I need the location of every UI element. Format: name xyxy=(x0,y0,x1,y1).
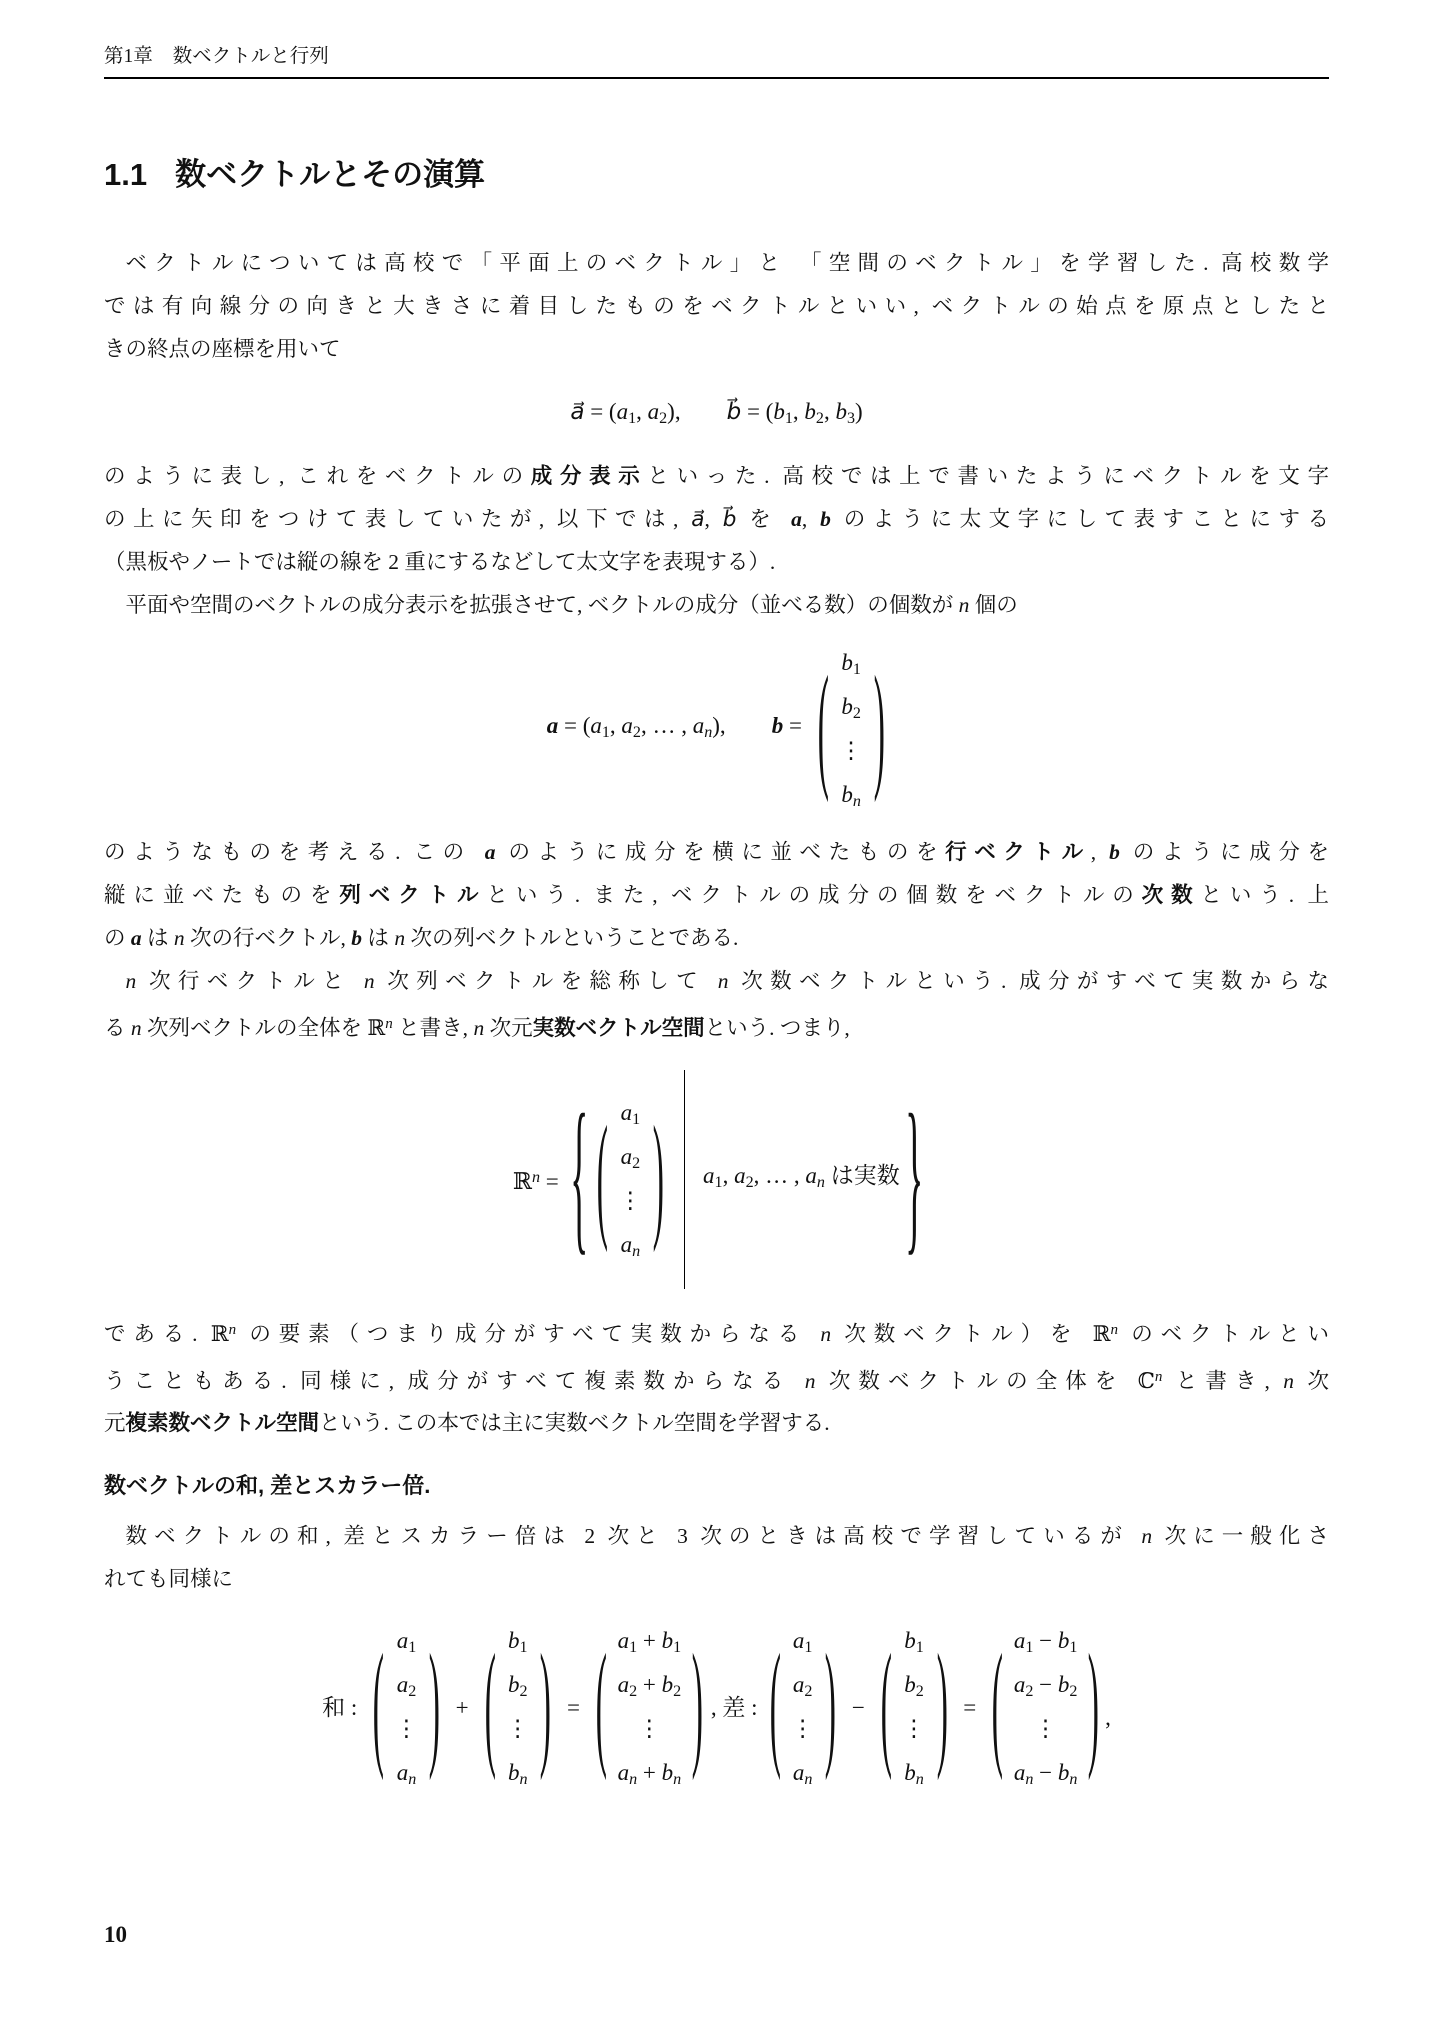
vector-entry: $b_1$ xyxy=(508,1628,528,1657)
text-line: 平面や空間のベクトルの成分表示を拡張させて, ベクトルの成分（並べる数）の個数が n 個の xyxy=(125,593,1018,617)
text-line: きの終点の座標を用いて xyxy=(104,337,341,361)
paragraph xyxy=(104,455,1329,584)
paragraph xyxy=(104,1309,1329,1446)
vector-entry: $a_n$ xyxy=(792,1760,813,1789)
vector-entry: $a_2$ xyxy=(620,1144,641,1173)
text-line: 縦に並べたものを列ベクトルという. また, ベクトルの成分の個数をベクトルの次数という. 上 xyxy=(104,883,1329,907)
text-line: の上に矢印をつけて表していたが, 以下では, a⃗, b⃗ を a, b のように太文字にして表すことにする xyxy=(104,507,1330,531)
math-expression: $a = (a_1$, $a_2$, … , $a_n$), b = xyxy=(546,712,802,741)
vector-entry: $b_2$ xyxy=(841,694,861,723)
text-line: n 次行ベクトルと n 次列ベクトルを総称して n 次数ベクトルという. 成分がすべて実数からな xyxy=(125,969,1329,993)
left-paren-delimiter: ( xyxy=(769,1626,781,1783)
section-title: 数ベクトルとその演算 xyxy=(175,157,486,192)
vector-entry: $b_2$ xyxy=(508,1672,528,1701)
trailing-comma: , xyxy=(1105,1704,1111,1730)
display-equation-real-vector-space xyxy=(104,1062,1329,1297)
subsection-heading: 数ベクトルの和, 差とスカラー倍. xyxy=(104,1473,431,1499)
sum-label: 和 : xyxy=(322,1694,358,1720)
difference-label: , 差 : xyxy=(710,1694,758,1720)
vector-entry: $a_1$ xyxy=(620,1100,641,1129)
vector-entry: ⋮ xyxy=(637,1716,661,1742)
paragraph xyxy=(104,831,1329,960)
section-heading xyxy=(104,149,1329,194)
text-line: のようなものを考える. この a のように成分を横に並べたものを行ベクトル, b のように成分を xyxy=(104,840,1329,864)
vector-entry: $a_1$ xyxy=(396,1628,417,1657)
vector-entries xyxy=(831,641,872,817)
vector-entry: ⋮ xyxy=(618,1188,642,1214)
vector-entry: ⋮ xyxy=(839,738,863,763)
left-brace-delimiter: { xyxy=(569,1080,589,1272)
vector-entry: $a_2 + b_2$ xyxy=(617,1672,682,1701)
vector-entry: $b_1$ xyxy=(904,1628,924,1657)
left-paren-delimiter: ( xyxy=(372,1626,385,1783)
vector-entry: $a_2$ xyxy=(792,1672,813,1701)
vector-entries xyxy=(782,1619,823,1795)
vector-entries xyxy=(1005,1619,1087,1795)
right-paren-delimiter: ) xyxy=(652,1098,664,1255)
vector-entry: $b_1$ xyxy=(841,650,861,679)
text-line: うこともある. 同様に, 成分がすべて複素数からなる n 次数ベクトルの全体を ℂ$^n$ と書き, n 次 xyxy=(104,1368,1329,1393)
chapter-title: 数ベクトルと行列 xyxy=(172,46,329,67)
display-equation-component-form xyxy=(104,391,1329,439)
right-paren-delimiter: ) xyxy=(539,1626,552,1783)
math-expression: ℝ$^n$ = xyxy=(512,1168,559,1194)
column-vector xyxy=(816,641,886,817)
vector-entries xyxy=(609,1619,691,1795)
column-vector-a xyxy=(768,1619,838,1795)
left-paren-delimiter: ( xyxy=(991,1626,1004,1783)
display-equation-row-column-vector xyxy=(104,641,1329,817)
left-paren-delimiter: ( xyxy=(596,1098,609,1255)
paragraph xyxy=(104,960,1329,1050)
right-paren-delimiter: ) xyxy=(873,648,885,805)
vector-entry: ⋮ xyxy=(1034,1716,1058,1742)
vector-entry: $a_1 - b_1$ xyxy=(1013,1628,1078,1657)
vector-entry: ⋮ xyxy=(394,1716,418,1742)
vector-entry: $b_n$ xyxy=(904,1760,924,1789)
text-line: 元複素数ベクトル空間という. この本では主に実数ベクトル空間を学習する. xyxy=(104,1411,830,1436)
set-condition: $a_1$, $a_2$, … , $a_n$ は実数 xyxy=(703,1163,900,1192)
vector-entry: $a_2$ xyxy=(396,1672,417,1701)
equals-sign: = xyxy=(566,1694,580,1720)
paragraph xyxy=(104,1515,1329,1601)
vector-entries xyxy=(386,1619,427,1795)
vector-entry: $b_2$ xyxy=(904,1672,924,1701)
header-rule xyxy=(104,77,1329,79)
text-line: 数ベクトルの和, 差とスカラー倍は 2 次と 3 次のときは高校で学習しているが n 次に一般化さ xyxy=(125,1524,1329,1549)
text-line: れても同様に xyxy=(104,1567,234,1592)
text-line: る n 次列ベクトルの全体を ℝ$^n$ と書き, n 次元実数ベクトル空間という. つまり, xyxy=(104,1015,850,1040)
plus-operator: + xyxy=(455,1694,469,1720)
right-paren-delimiter: ) xyxy=(428,1626,440,1783)
vector-entry: $a_n$ xyxy=(620,1232,641,1261)
right-paren-delimiter: ) xyxy=(691,1626,704,1783)
vector-entry: $a_n - b_n$ xyxy=(1013,1760,1078,1789)
column-vector-difference xyxy=(990,1619,1101,1795)
column-vector-b xyxy=(483,1619,553,1795)
section-number: 1.1 xyxy=(104,157,148,192)
text-line: のように表し, これをベクトルの成分表示といった. 高校では上で書いたようにベクトルを文字 xyxy=(104,464,1329,488)
paragraph xyxy=(104,242,1329,371)
column-vector-a xyxy=(371,1619,441,1795)
vector-entry: $a_1 + b_1$ xyxy=(617,1628,682,1657)
vector-entry: $a_1$ xyxy=(792,1628,813,1657)
vector-entry: $a_n + b_n$ xyxy=(617,1760,682,1789)
vector-entries xyxy=(497,1619,538,1795)
right-paren-delimiter: ) xyxy=(936,1626,948,1783)
column-vector xyxy=(595,1091,665,1267)
right-paren-delimiter: ) xyxy=(1088,1626,1100,1783)
text-line: （黒板やノートでは縦の線を 2 重にするなどして太文字を表現する）. xyxy=(104,550,776,574)
page-number: 10 xyxy=(104,1922,127,1947)
left-paren-delimiter: ( xyxy=(595,1626,607,1783)
text-line: ベクトルについては高校で「平面上のベクトル」と 「空間のベクトル」を学習した. 高校数学 xyxy=(125,251,1329,275)
display-equation-sum-difference xyxy=(104,1619,1329,1795)
paragraph xyxy=(104,584,1329,627)
left-paren-delimiter: ( xyxy=(880,1626,892,1783)
right-brace-delimiter: } xyxy=(904,1080,923,1272)
chapter-label: 第1章 xyxy=(104,46,153,67)
left-paren-delimiter: ( xyxy=(817,648,829,805)
right-paren-delimiter: ) xyxy=(824,1626,837,1783)
minus-operator: − xyxy=(851,1694,865,1720)
text-line: である. ℝ$^n$ の要素（つまり成分がすべて実数からなる n 次数ベクトル）を ℝ$^n$ のベクトルとい xyxy=(104,1321,1329,1346)
vector-entry: $b_n$ xyxy=(841,782,861,811)
set-builder-divider-bar xyxy=(684,1070,686,1289)
vector-entry: ⋮ xyxy=(506,1716,530,1742)
vector-entries xyxy=(894,1619,935,1795)
left-paren-delimiter: ( xyxy=(484,1626,496,1783)
column-vector-sum xyxy=(594,1619,705,1795)
running-header xyxy=(104,0,1329,68)
text-line: の a は n 次の行ベクトル, b は n 次の列ベクトルということである. xyxy=(104,926,739,950)
equals-sign: = xyxy=(963,1694,977,1720)
vector-entry: ⋮ xyxy=(791,1716,815,1742)
vector-entries xyxy=(610,1091,651,1267)
vector-entry: $b_n$ xyxy=(508,1760,528,1789)
text-line: では有向線分の向きと大きさに着目したものをベクトルといい, ベクトルの始点を原点としたと xyxy=(104,294,1329,318)
column-vector-b xyxy=(879,1619,949,1795)
vector-entry: ⋮ xyxy=(902,1716,926,1742)
vector-entry: $a_n$ xyxy=(396,1760,417,1789)
vector-entry: $a_2 - b_2$ xyxy=(1013,1672,1078,1701)
math-expression: a⃗ = ($a_1$, $a_2$), b⃗ = ($b_1$, $b_2$, $b_3$) xyxy=(570,399,863,428)
